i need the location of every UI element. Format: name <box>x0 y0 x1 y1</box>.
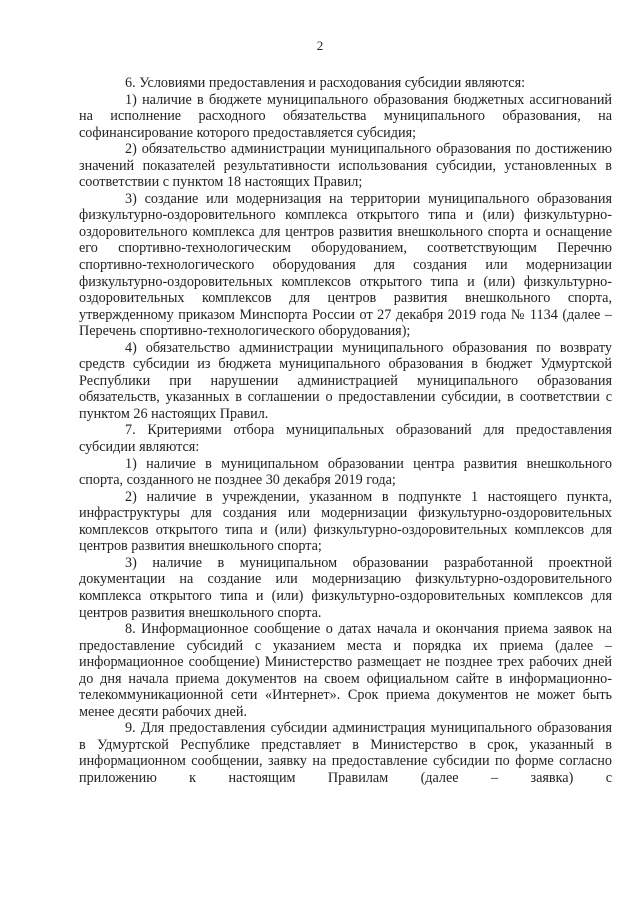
paragraph: 7. Критериями отбора муниципальных образований для предоставления субсидии являются: <box>79 422 612 456</box>
paragraph: 2) наличие в учреждении, указанном в подпункте 1 настоящего пункта, инфраструктуры для создания или модернизации физкультурно-оздоровительных комплексов открытого типа и (или) физкультурно-оздоровительных комплексов для центров развития внешкольного спорта; <box>79 488 612 555</box>
paragraph: 8. Информационное сообщение о датах начала и окончания приема заявок на предоставление субсидий с указанием места и порядка их приема (далее – информационное сообщение) Министерство размещает не позднее трех рабочих дней до дня начала приема документов на своем официальном сайте в информационно-телекоммуникационной сети «Интернет». Срок приема документов не может быть менее десяти рабочих дней. <box>79 621 612 720</box>
paragraph: 4) обязательство администрации муниципального образования по возврату средств субсидии из бюджета муниципального образования в бюджет Удмуртской Республики при нарушении администрацией муниципального образования обязательств, указанных в соглашении о предоставлении субсидии, в соответствии с пунктом 26 настоящих Правил. <box>79 339 612 422</box>
paragraph: 1) наличие в бюджете муниципального образования бюджетных ассигнований на исполнение расходного обязательства муниципального образования, на софинансирование которого предоставляется субсидия; <box>79 91 612 141</box>
paragraph: 1) наличие в муниципальном образовании центра развития внешкольного спорта, созданного не позднее 30 декабря 2019 года; <box>79 455 612 489</box>
paragraph: 2) обязательство администрации муниципального образования по достижению значений показателей результативности использования субсидии, установленных в соответствии с пунктом 18 настоящих Правил; <box>79 141 612 191</box>
document-body <box>79 75 612 787</box>
paragraph: 3) наличие в муниципальном образовании разработанной проектной документации на создание или модернизацию физкультурно-оздоровительного комплекса открытого типа и (или) физкультурно-оздоровительных комплексов для центров развития внешкольного спорта. <box>79 554 612 621</box>
paragraph: 3) создание или модернизация на территории муниципального образования физкультурно-оздоровительного комплекса открытого типа и (или) физкультурно-оздоровительного комплекса для центров развития внешкольного спорта и оснащение его спортивно-технологическим оборудованием, соответствующим Перечню спортивно-технологического оборудования для создания или модернизации физкультурно-оздоровительных комплексов открытого типа и (или) физкультурно-оздоровительных комплексов для центров развития внешкольного спорта, утвержденному приказом Минспорта России от 27 декабря 2019 года № 1134 (далее – Перечень спортивно-технологического оборудования); <box>79 190 612 340</box>
paragraph: 6. Условиями предоставления и расходования субсидии являются: <box>125 75 526 91</box>
page-number: 2 <box>316 38 324 53</box>
paragraph: 9. Для предоставления субсидии администрация муниципального образования в Удмуртской Республике представляет в Министерство в срок, указанный в информационном сообщении, заявку на предоставление субсидии по форме согласно приложению к настоящим Правилам (далее – заявка) с <box>79 720 612 786</box>
